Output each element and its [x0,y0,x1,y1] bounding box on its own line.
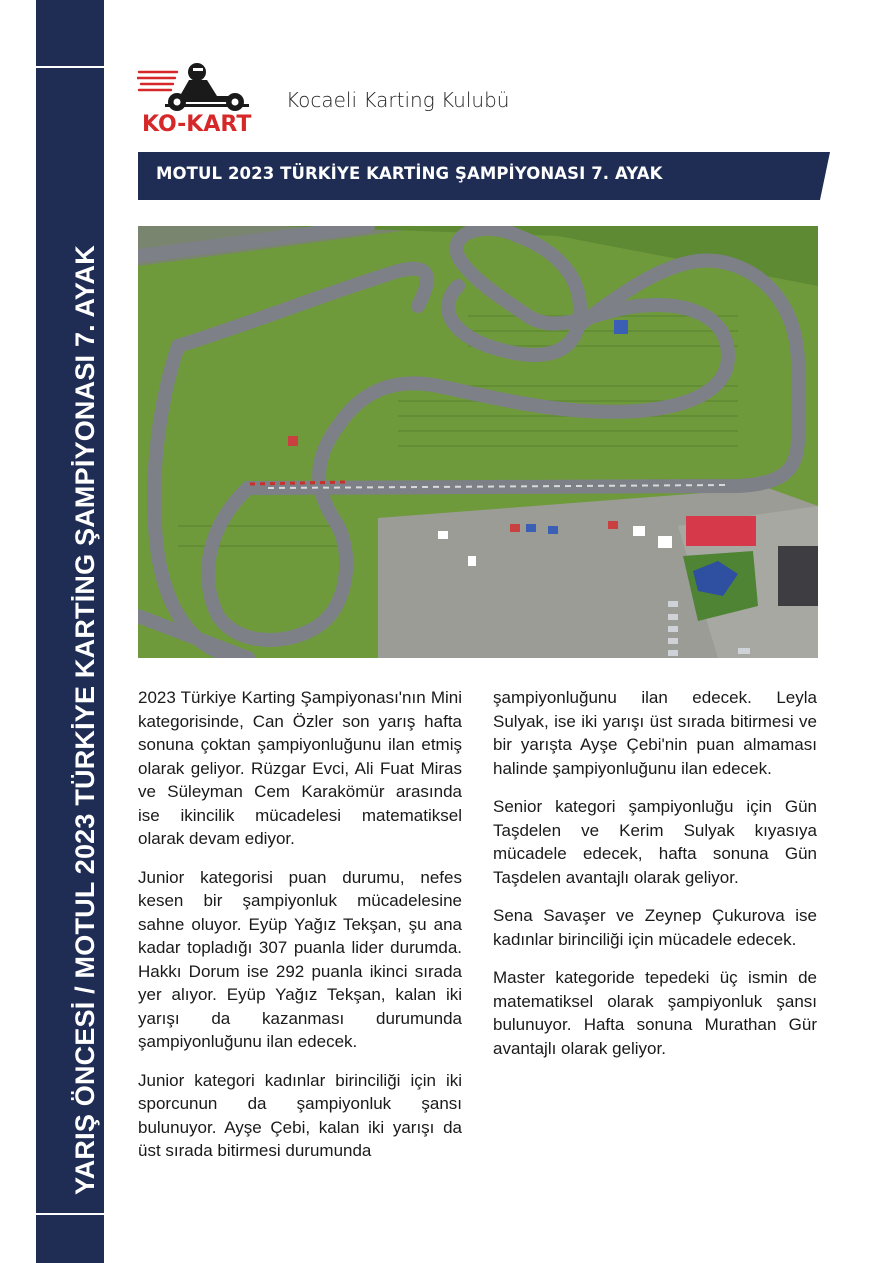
club-name: Kocaeli Karting Kulubü [286,88,510,112]
sidebar-rule-top [36,66,104,68]
sidebar-title: YARIŞ ÖNCESİ / MOTUL 2023 TÜRKİYE KARTİNG ŞAMPİYONASI 7. AYAK [70,245,100,1195]
article-column-right [493,686,817,1075]
logo-wordmark: KO-KART [142,112,252,137]
sidebar-rule-bottom [36,1213,104,1215]
paragraph: Junior kategori kadınlar birinciliği için iki sporcunun da şampiyonluk şansı bulunuyor. Ayşe Çebi, kalan iki yarışı da üst sırada bitirmesi durumunda [138,1070,462,1160]
paragraph: Senior kategori şampiyonluğu için Gün Taşdelen ve Kerim Sulyak kıyasıya mücadele edecek, hafta sonuna Gün Taşdelen avantajlı olarak geliyor. [493,797,817,887]
page-title: MOTUL 2023 TÜRKİYE KARTİNG ŞAMPİYONASI 7. AYAK [156,164,663,183]
article-column-left [138,686,462,1178]
paragraph: Junior kategorisi puan durumu, nefes kesen bir şampiyonluk mücadelesine sahne oluyor. Eyüp Yağız Tekşan, şu ana kadar topladığı 307 puanla lider durumda. Hakkı Dorum ise 292 puanla ikinci sırada yer alıyor. Eyüp Yağız Tekşan, kalan iki yarışı da kazanması durumunda şampiyonluğunu ilan edecek. [138,867,462,1051]
paragraph: Sena Savaşer ve Zeynep Çukurova ise kadınlar birinciliği için mücadele edecek. [493,906,817,949]
paragraph: Master kategoride tepedeki üç ismin de matematiksel olarak şampiyonluk şansı bulunuyor. Hafta sonuna Murathan Gür avantajlı olarak geliyor. [493,968,817,1058]
paragraph: 2023 Türkiye Karting Şampiyonası'nın Mini kategorisinde, Can Özler son yarış hafta sonuna çoktan şampiyonluğunu ilan etmiş olarak geliyor. Rüzgar Evci, Ali Fuat Miras ve Süleyman Cem Karakömür arasında ise ikincilik mücadelesi matematiksel olarak devam ediyor. [138,688,462,848]
track-aerial-photo [138,226,818,658]
paragraph: şampiyonluğunu ilan edecek. Leyla Sulyak, ise iki yarışı üst sırada bitirmesi ve bir yarışta Ayşe Çebi'nin puan almaması halinde şampiyonluğunu ilan edecek. [493,688,817,778]
